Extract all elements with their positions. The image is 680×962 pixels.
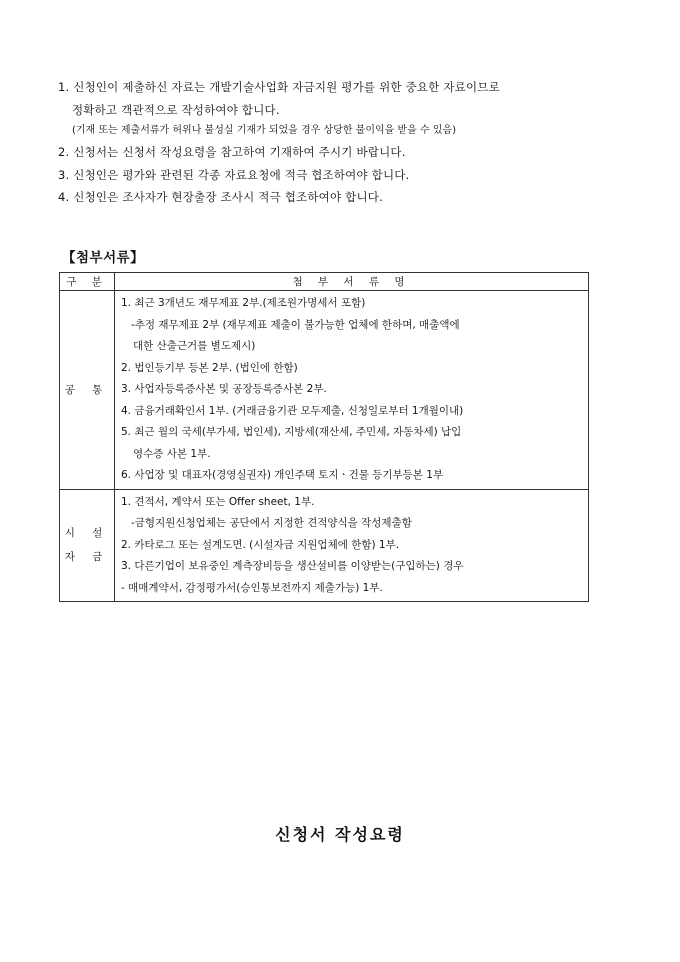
table-row-facility: [60, 489, 589, 602]
common-item-6: 6. 사업장 및 대표자(경영실권자) 개인주택 토지ㆍ건물 등기부등본 1부: [121, 469, 444, 481]
header-category: 구 분: [60, 273, 115, 291]
note-1-continued: 정확하고 객관적으로 작성하여야 합니다.: [72, 102, 280, 117]
common-item-1-sub-continued: 대한 산출근거를 별도제시): [133, 340, 256, 352]
common-item-5: 5. 최근 월의 국세(부가세, 법인세), 지방세(재산세, 주민세, 자동차세) 납입: [121, 426, 462, 438]
facility-item-3: 3. 다른기업이 보유중인 계측장비등을 생산설비를 이양받는(구입하는) 경우: [121, 560, 464, 572]
category-facility-line2: 자 금: [64, 551, 110, 564]
note-1-caution: (기재 또는 제출서류가 허위나 불성실 기재가 되었을 경우 상당한 불이익을 받을 수 있음): [72, 125, 457, 136]
category-facility: [60, 489, 115, 602]
common-item-1-sub: -추정 재무제표 2부 (재무제표 제출이 불가능한 업체에 한하며, 매출액에: [131, 318, 460, 331]
header-documents: 첨 부 서 류 명: [115, 273, 589, 291]
facility-item-3-sub: - 매매계약서, 감정평가서(승인통보전까지 제출가능) 1부.: [121, 581, 383, 594]
common-documents: [115, 291, 589, 490]
note-4: 4. 신청인은 조사자가 현장출장 조사시 적극 협조하여야 합니다.: [58, 190, 383, 204]
common-item-5-continued: 영수증 사본 1부.: [133, 447, 211, 460]
note-2: 2. 신청서는 신청서 작성요령을 참고하여 기재하여 주시기 바랍니다.: [58, 145, 406, 159]
page-title: 신청서 작성요령: [275, 825, 405, 844]
category-facility-line1: 시 설: [64, 527, 110, 540]
table-header-row: [60, 273, 589, 291]
table-row-common: [60, 291, 589, 490]
notes-section: [58, 76, 618, 209]
facility-item-2: 2. 카타로그 또는 설계도면. (시설자금 지원업체에 한함) 1부.: [121, 538, 400, 551]
common-item-3: 3. 사업자등록증사본 및 공장등록증사본 2부.: [121, 383, 327, 395]
attachments-table: [59, 272, 589, 602]
note-1: 1. 신청인이 제출하신 자료는 개발기술사업화 자금지원 평가를 위한 중요한 자료이므로: [58, 80, 500, 94]
common-item-2: 2. 법인등기부 등본 2부. (법인에 한함): [121, 361, 298, 374]
facility-item-1-sub: -금형지원신청업체는 공단에서 지정한 견적양식을 작성제출함: [131, 517, 412, 529]
facility-item-1: 1. 견적서, 계약서 또는 Offer sheet, 1부.: [121, 495, 315, 508]
common-item-4: 4. 금융거래확인서 1부. (거래금융기관 모두제출, 신청일로부터 1개월이내): [121, 404, 464, 417]
common-item-1: 1. 최근 3개년도 재무제표 2부.(제조원가명세서 포함): [121, 297, 366, 309]
attachments-heading: 【첨부서류】: [62, 250, 145, 266]
facility-documents: [115, 489, 589, 602]
category-common: 공 통: [60, 291, 115, 490]
note-3: 3. 신청인은 평가와 관련된 각종 자료요청에 적극 협조하여야 합니다.: [58, 167, 410, 182]
